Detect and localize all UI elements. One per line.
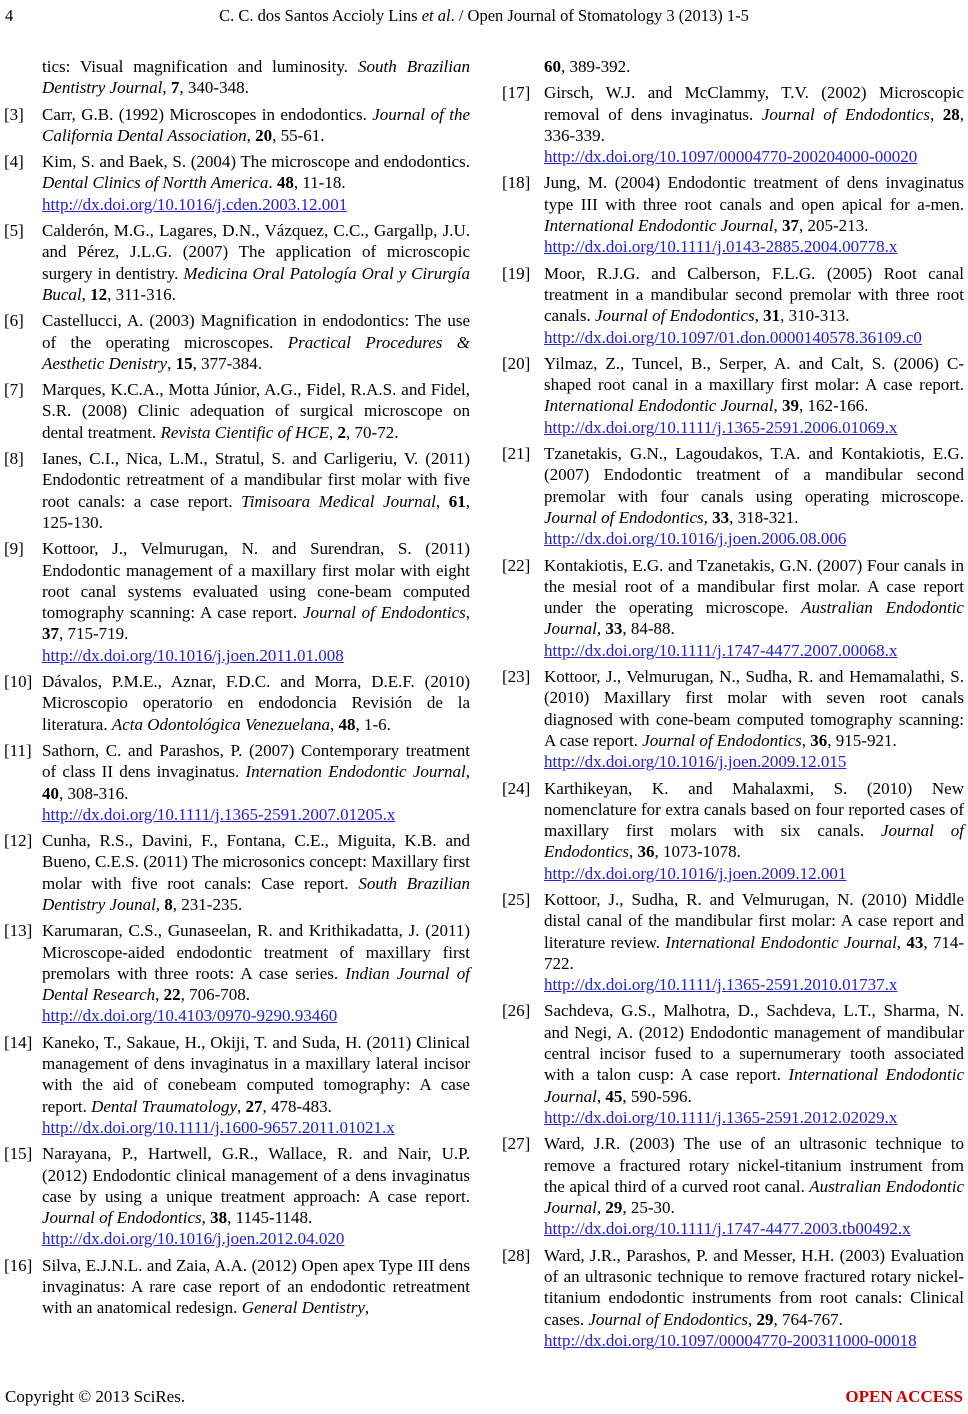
reference-entry — [4, 448, 470, 533]
reference-text — [544, 1133, 964, 1239]
reference-text — [544, 263, 964, 348]
running-head-authors: C. C. dos Santos Accioly Lins — [219, 6, 422, 25]
reference-citation-text: , — [155, 894, 165, 914]
reference-citation-text: , 915-921. — [827, 730, 897, 750]
reference-text — [42, 220, 470, 305]
reference-entry — [4, 220, 470, 305]
reference-number: [17] — [502, 83, 531, 103]
reference-citation-text: , — [703, 507, 713, 527]
reference-number: [12] — [4, 831, 33, 851]
reference-text — [544, 889, 964, 995]
journal-name: Timisoara Medical Journal — [241, 491, 436, 511]
reference-citation-text: , 1145-1148. — [227, 1208, 313, 1228]
reference-citation-text: , 590-596. — [622, 1086, 692, 1106]
journal-name: Journal of Endodontics — [761, 104, 930, 124]
reference-number: [23] — [502, 667, 531, 687]
reference-citation-text: , 389-392. — [561, 57, 631, 76]
reference-citation-text: Girsch, W.J. and McClammy, T.V. (2002) Microscopic removal of dens invaginatus. — [544, 83, 964, 124]
reference-citation-text: , — [596, 1198, 606, 1218]
reference-citation-text: , 84-88. — [622, 619, 675, 639]
reference-citation-text: , — [754, 306, 764, 326]
volume-number: 60 — [544, 57, 561, 76]
reference-citation-text: , 308-316. — [59, 783, 129, 803]
reference-citation-text: , 1073-1078. — [654, 842, 741, 862]
journal-name: Australian Endodontic Journal — [544, 598, 964, 639]
reference-citation-text: Marques, K.C.A., Motta Júnior, A.G., Fidel, R.A.S. and Fidel, S.R. (2008) Clinic adequation of surgical microscope on dental treatment. — [42, 380, 470, 442]
reference-number — [502, 56, 544, 77]
reference-citation-text: Dávalos, P.M.E., Aznar, F.D.C. and Morra, D.E.F. (2010) Microscopio operatorio en endodoncia Revisión de la literatura. — [42, 672, 470, 734]
reference-entry — [502, 82, 964, 167]
volume-number: 33 — [712, 507, 730, 527]
reference-citation-text: Kottoor, J., Sudha, R. and Velmurugan, N. (2010) Middle distal canal of the mandibular first molar: A case report and literature review. — [544, 889, 964, 952]
volume-number: 37 — [781, 216, 799, 236]
reference-text — [42, 151, 470, 215]
reference-citation-text: , — [246, 125, 256, 145]
reference-entry — [4, 310, 470, 374]
reference-entry — [4, 671, 470, 735]
volume-number: 20 — [255, 125, 273, 145]
volume-number: 43 — [906, 932, 924, 952]
doi-link[interactable]: http://dx.doi.org/10.1111/j.0143-2885.2004.00778.x — [544, 237, 898, 257]
reference-number: [4] — [4, 152, 24, 172]
reference-citation-text: Kaneko, T., Sakaue, H., Okiji, T. and Suda, H. (2011) Clinical management of dens invaginatus in a maxillary lateral incisor with the aid of conebeam computed tomography: A case report. — [42, 1032, 470, 1116]
reference-citation-text: Calderón, M.G., Lagares, D.N., Vázquez, C.C., Gargallp, J.U. and Pérez, J.L.G. (2007) The application of microscopic surgery in dentistry. — [42, 221, 470, 283]
reference-entry — [4, 740, 470, 825]
reference-number: [16] — [4, 1255, 33, 1275]
reference-entry — [4, 1255, 470, 1319]
reference-text — [42, 538, 470, 666]
volume-number: 36 — [810, 730, 828, 750]
doi-link[interactable]: http://dx.doi.org/10.1016/j.joen.2011.01.008 — [42, 645, 344, 665]
volume-number: 8 — [164, 894, 173, 914]
doi-link[interactable]: http://dx.doi.org/10.1111/j.1365-2591.2010.01737.x — [544, 975, 898, 995]
reference-number: [3] — [4, 104, 24, 124]
doi-link[interactable]: http://dx.doi.org/10.1097/00004770-200311000-00018 — [544, 1330, 917, 1350]
reference-citation-text: , 340-348. — [179, 78, 249, 98]
reference-citation-text: , — [896, 932, 907, 952]
running-head-etal: et al — [421, 6, 451, 25]
journal-name: Journal of Endodontics — [544, 821, 964, 862]
volume-number: 37 — [42, 624, 59, 644]
reference-citation-text: , 706-708. — [180, 985, 251, 1005]
journal-name: Practical Procedures & Aesthetic Denistry — [42, 332, 470, 373]
reference-text — [544, 1000, 964, 1128]
reference-citation-text: , — [596, 619, 606, 639]
reference-number: [25] — [502, 889, 531, 909]
doi-link[interactable]: http://dx.doi.org/10.1016/j.joen.2009.12.001 — [544, 863, 847, 883]
reference-citation-text: , — [435, 491, 449, 511]
reference-number: [13] — [4, 921, 33, 941]
reference-number — [4, 56, 42, 99]
reference-continuation — [4, 56, 470, 99]
reference-citation-text: Silva, E.J.N.L. and Zaia, A.A. (2012) Open apex Type III dens invaginatus: A rare case report of an endodontic retreatment with an anatomical redesign. — [42, 1255, 470, 1318]
references-column-right — [502, 56, 964, 1356]
reference-entry — [502, 889, 964, 995]
reference-number: [20] — [502, 353, 531, 373]
reference-text — [544, 172, 964, 257]
reference-number: [19] — [502, 263, 531, 283]
journal-name: South Brazilian Dentistry Jounal — [42, 873, 470, 914]
reference-entry — [502, 1133, 964, 1239]
reference-number: [21] — [502, 444, 531, 464]
reference-citation-text: , 336-339. — [544, 104, 964, 145]
volume-number: 29 — [605, 1198, 623, 1218]
doi-link[interactable]: http://dx.doi.org/10.1016/j.joen.2009.12.015 — [544, 752, 847, 772]
reference-text — [544, 778, 964, 884]
reference-citation-text: , — [773, 216, 782, 236]
reference-number: [10] — [4, 672, 33, 692]
reference-number: [27] — [502, 1134, 531, 1154]
reference-citation-text: Karthikeyan, K. and Mahalaxmi, S. (2010) New nomenclature for extra canals based on four reported cases of maxillary first molars with six canals. — [544, 778, 964, 841]
reference-citation-text: , — [773, 396, 782, 416]
reference-citation-text: Ianes, C.I., Nica, L.M., Stratul, S. and Carligeriu, V. (2011) Endodontic retreatment of a mandibular first molar with five root canals: a case report. — [42, 449, 470, 511]
reference-citation-text: , — [201, 1208, 211, 1228]
reference-entry — [502, 778, 964, 884]
reference-number: [28] — [502, 1245, 531, 1265]
reference-number: [9] — [4, 539, 24, 559]
reference-text — [42, 379, 470, 443]
reference-citation-text: Sathorn, C. and Parashos, P. (2007) Contemporary treatment of class II dens invaginatus. — [42, 740, 470, 782]
reference-citation-text: , 764-767. — [773, 1309, 843, 1329]
reference-text — [42, 310, 470, 374]
reference-text — [42, 448, 470, 533]
volume-number: 28 — [942, 104, 960, 124]
doi-link[interactable]: http://dx.doi.org/10.4103/0970-9290.93460 — [42, 1006, 338, 1026]
reference-entry — [4, 1143, 470, 1249]
reference-text — [544, 82, 964, 167]
reference-entry — [502, 1245, 964, 1351]
volume-number: 48 — [276, 173, 294, 193]
volume-number: 61 — [448, 491, 466, 511]
reference-entry — [4, 920, 470, 1026]
reference-entry — [4, 104, 470, 147]
journal-name: Indian Journal of Dental Research — [42, 963, 470, 1005]
reference-continuation — [502, 56, 964, 77]
reference-text — [544, 555, 964, 661]
reference-text — [42, 920, 470, 1026]
reference-entry — [502, 263, 964, 348]
journal-name: International Endodontic Journal — [544, 396, 774, 416]
journal-name: Journal of Endodontics — [588, 1309, 748, 1329]
journal-name: General Dentistry — [241, 1298, 365, 1318]
reference-citation-text: Jung, M. (2004) Endodontic treatment of dens invaginatus type III with three root canals and open apical for a-men. — [544, 173, 964, 214]
reference-citation-text: , — [596, 1086, 606, 1106]
reference-number: [18] — [502, 173, 531, 193]
journal-name: International Endodontic Journal — [544, 1065, 964, 1106]
reference-number: [26] — [502, 1001, 531, 1021]
reference-citation-text: , — [329, 714, 339, 734]
reference-text — [42, 1255, 470, 1319]
doi-link[interactable]: http://dx.doi.org/10.1016/j.joen.2012.04.020 — [42, 1229, 345, 1249]
reference-number: [7] — [4, 380, 24, 400]
reference-citation-text: , — [465, 603, 470, 623]
reference-citation-text: Karumaran, C.S., Gunaseelan, R. and Krithikadatta, J. (2011) Microscope-aided endodontic treatment of maxillary first premolars with three roots: A case series. — [42, 921, 470, 983]
reference-citation-text: , — [929, 104, 943, 124]
journal-name: Journal of Endodontics — [42, 1208, 202, 1228]
reference-citation-text: , 70-72. — [346, 422, 399, 442]
volume-number: 48 — [338, 714, 356, 734]
page-footer — [5, 1386, 963, 1407]
reference-citation-text: , 310-313. — [780, 306, 850, 326]
reference-citation-text: , 125-130. — [42, 491, 470, 532]
reference-citation-text: , 311-316. — [107, 284, 176, 304]
reference-text — [42, 671, 470, 735]
reference-citation-text: , — [747, 1309, 757, 1329]
volume-number: 22 — [163, 985, 181, 1005]
open-access-badge: OPEN ACCESS — [845, 1387, 963, 1406]
reference-number: [22] — [502, 555, 531, 575]
journal-name: Australian Endodontic Journal — [544, 1176, 964, 1218]
reference-citation-text: , 205-213. — [798, 216, 869, 236]
reference-citation-text: Kontakiotis, E.G. and Tzanetakis, G.N. (2007) Four canals in the mesial root of a mandibular first molar. A case report under the operating microscope. — [544, 555, 964, 618]
journal-name: International Endodontic Journal — [544, 216, 774, 236]
doi-link[interactable]: http://dx.doi.org/10.1016/j.joen.2006.08.006 — [544, 529, 847, 549]
journal-name: Acta Odontológica Venezuelana — [111, 714, 330, 734]
reference-text — [544, 443, 964, 549]
reference-citation-text: , — [162, 78, 171, 98]
journal-name: South Brazilian Dentistry Journal — [42, 57, 470, 98]
reference-citation-text: Castellucci, A. (2003) Magnification in endodontics: The use of the operating microscopes. — [42, 311, 470, 352]
volume-number: 39 — [781, 396, 799, 416]
reference-number: [6] — [4, 311, 24, 331]
doi-link[interactable]: http://dx.doi.org/10.1111/j.1365-2591.2007.01205.x — [42, 804, 396, 824]
reference-citation-text: Yilmaz, Z., Tuncel, B., Serper, A. and Calt, S. (2006) C-shaped root canal in a maxillary first molar: A case report. — [544, 353, 964, 395]
volume-number: 45 — [605, 1086, 623, 1106]
volume-number: 2 — [337, 422, 347, 442]
reference-citation-text: , 162-166. — [798, 396, 869, 416]
reference-citation-text: , — [364, 1298, 370, 1318]
journal-name: Dental Clinics of Nortth America — [42, 173, 269, 193]
volume-number: 38 — [210, 1208, 228, 1228]
volume-number: 33 — [605, 619, 623, 639]
doi-link[interactable]: http://dx.doi.org/10.1111/j.1747-4477.2007.00068.x — [544, 640, 898, 660]
reference-citation-text: , — [237, 1096, 246, 1116]
reference-entry — [502, 443, 964, 549]
reference-citation-text: , — [629, 842, 638, 862]
reference-text — [544, 353, 964, 438]
reference-citation-text: , — [155, 985, 164, 1005]
reference-citation-text: , 11-18. — [293, 173, 346, 193]
doi-link[interactable]: http://dx.doi.org/10.1111/j.1365-2591.2006.01069.x — [544, 417, 898, 437]
reference-citation-text: , — [81, 284, 91, 304]
running-head-journal: . / Open Journal of Stomatology 3 (2013) 1-5 — [450, 6, 749, 25]
doi-link[interactable]: http://dx.doi.org/10.1097/01.don.0000140578.36109.c0 — [544, 327, 922, 347]
reference-entry — [502, 172, 964, 257]
reference-citation-text: , 25-30. — [622, 1198, 675, 1218]
reference-citation-text: . — [268, 173, 277, 193]
reference-entry — [502, 1000, 964, 1128]
reference-citation-text: , — [801, 730, 811, 750]
reference-text — [42, 1032, 470, 1138]
reference-text — [544, 666, 964, 772]
reference-citation-text: Ward, J.R. (2003) The use of an ultrasonic technique to remove a fractured rotary nickel-titanium instrument from the apical third of a curved root canal. — [544, 1134, 964, 1196]
references-section — [4, 56, 964, 1356]
reference-number: [5] — [4, 221, 24, 241]
reference-citation-text: Moor, R.J.G. and Calberson, F.L.G. (2005) Root canal treatment in a mandibular second premolar with three root canals. — [544, 263, 964, 326]
reference-citation-text: Narayana, P., Hartwell, G.R., Wallace, R. and Nair, U.P. (2012) Endodontic clinical management of a dens invaginatus case by using a unique treatment approach: A case report. — [42, 1144, 470, 1206]
reference-entry — [502, 353, 964, 438]
journal-name: Medicina Oral Patología Oral y Cirurgía Bucal — [42, 263, 470, 304]
journal-name: Journal of the California Dental Association — [42, 104, 470, 145]
page-header — [0, 6, 968, 30]
doi-link[interactable]: http://dx.doi.org/10.1097/00004770-200204000-00020 — [544, 147, 918, 167]
journal-name: International Endodontic Journal — [665, 932, 897, 952]
reference-citation-text: Kottoor, J., Velmurugan, N., Sudha, R. and Hemamalathi, S. (2010) Maxillary first molar with seven root canals diagnosed with cone-beam computed tomography scanning: A case report. — [544, 667, 964, 750]
page-number: 4 — [5, 6, 14, 25]
reference-entry — [502, 555, 964, 661]
reference-text — [42, 1143, 470, 1249]
doi-link[interactable]: http://dx.doi.org/10.1111/j.1747-4477.2003.tb00492.x — [544, 1219, 911, 1239]
journal-name: Dental Traumatology — [91, 1096, 238, 1116]
copyright-notice: Copyright © 2013 SciRes. — [5, 1387, 186, 1406]
reference-entry — [502, 666, 964, 772]
journal-name: Journal of Endodontics — [544, 507, 704, 527]
reference-citation-text: , 377-384. — [192, 353, 263, 373]
volume-number: 7 — [170, 78, 180, 98]
reference-text — [42, 740, 470, 825]
reference-citation-text: , 714-722. — [544, 932, 964, 973]
doi-link[interactable]: http://dx.doi.org/10.1016/j.cden.2003.12.001 — [42, 194, 348, 214]
reference-citation-text: , 478-483. — [262, 1096, 332, 1116]
reference-citation-text: Cunha, R.S., Davini, F., Fontana, C.E., Miguita, K.B. and Bueno, C.E.S. (2011) The microsonics concept: Maxillary first molar with five root canals: Case report. — [42, 831, 470, 893]
doi-link[interactable]: http://dx.doi.org/10.1111/j.1600-9657.2011.01021.x — [42, 1117, 395, 1137]
reference-text — [42, 104, 470, 147]
running-head — [0, 6, 968, 26]
reference-citation-text: Sachdeva, G.S., Malhotra, D., Sachdeva, L.T., Sharma, N. and Negi, A. (2012) Endodontic management of mandibular central incisor fused to a supernumerary tooth associated with a talon cusp: A case report. — [544, 1001, 964, 1085]
reference-citation-text: Kim, S. and Baek, S. (2004) The microscope and endodontics. — [42, 152, 470, 172]
reference-text — [544, 56, 964, 77]
journal-name: Journal of Endodontics — [302, 603, 466, 623]
volume-number: 36 — [637, 842, 655, 862]
reference-citation-text: Tzanetakis, G.N., Lagoudakos, T.A. and Kontakiotis, E.G. (2007) Endodontic treatment of a mandibular second premolar with four canals using operating microscope. — [544, 444, 964, 506]
journal-name: Revista Cientific of HCE — [160, 422, 330, 442]
reference-text — [42, 56, 470, 99]
reference-citation-text: Kottoor, J., Velmurugan, N. and Surendran, S. (2011) Endodontic management of a maxillary first molar with eight root canal systems evaluated using cone-beam computed tomography scanning: A case report. — [42, 539, 470, 623]
journal-name: Journal of Endodontics — [642, 730, 802, 750]
reference-entry — [4, 151, 470, 215]
reference-entry — [4, 1032, 470, 1138]
volume-number: 15 — [175, 353, 193, 373]
volume-number: 40 — [42, 783, 59, 803]
doi-link[interactable]: http://dx.doi.org/10.1111/j.1365-2591.2012.02029.x — [544, 1107, 898, 1127]
reference-text — [544, 1245, 964, 1351]
reference-number: [11] — [4, 740, 32, 760]
reference-citation-text: tics: Visual magnification and luminosity. — [42, 57, 359, 76]
references-column-left — [4, 56, 470, 1356]
reference-citation-text: , — [465, 762, 470, 782]
reference-citation-text: , — [167, 353, 176, 373]
reference-citation-text: , 1-6. — [355, 714, 391, 734]
reference-text — [42, 830, 470, 915]
reference-citation-text: , — [329, 422, 338, 442]
reference-entry — [4, 379, 470, 443]
reference-citation-text: , 231-235. — [172, 894, 243, 914]
reference-citation-text: , 318-321. — [729, 507, 799, 527]
volume-number: 31 — [763, 306, 781, 326]
volume-number: 27 — [245, 1096, 263, 1116]
reference-number: [24] — [502, 778, 531, 798]
volume-number: 12 — [90, 284, 108, 304]
reference-entry — [4, 830, 470, 915]
reference-number: [14] — [4, 1032, 33, 1052]
journal-name: Journal of Endodontics — [594, 306, 755, 326]
reference-citation-text: Ward, J.R., Parashos, P. and Messer, H.H. (2003) Evaluation of an ultrasonic technique to remove fractured rotary nickel-titanium endodontic instruments from root canals: Clinical cases. — [544, 1245, 964, 1329]
volume-number: 29 — [756, 1309, 774, 1329]
reference-citation-text: , 715-719. — [59, 624, 129, 644]
reference-number: [15] — [4, 1144, 33, 1164]
reference-entry — [4, 538, 470, 666]
reference-citation-text: Carr, G.B. (1992) Microscopes in endodontics. — [42, 104, 373, 124]
journal-name: Internation Endodontic Journal — [245, 762, 466, 782]
reference-number: [8] — [4, 449, 24, 469]
reference-citation-text: , 55-61. — [272, 125, 325, 145]
